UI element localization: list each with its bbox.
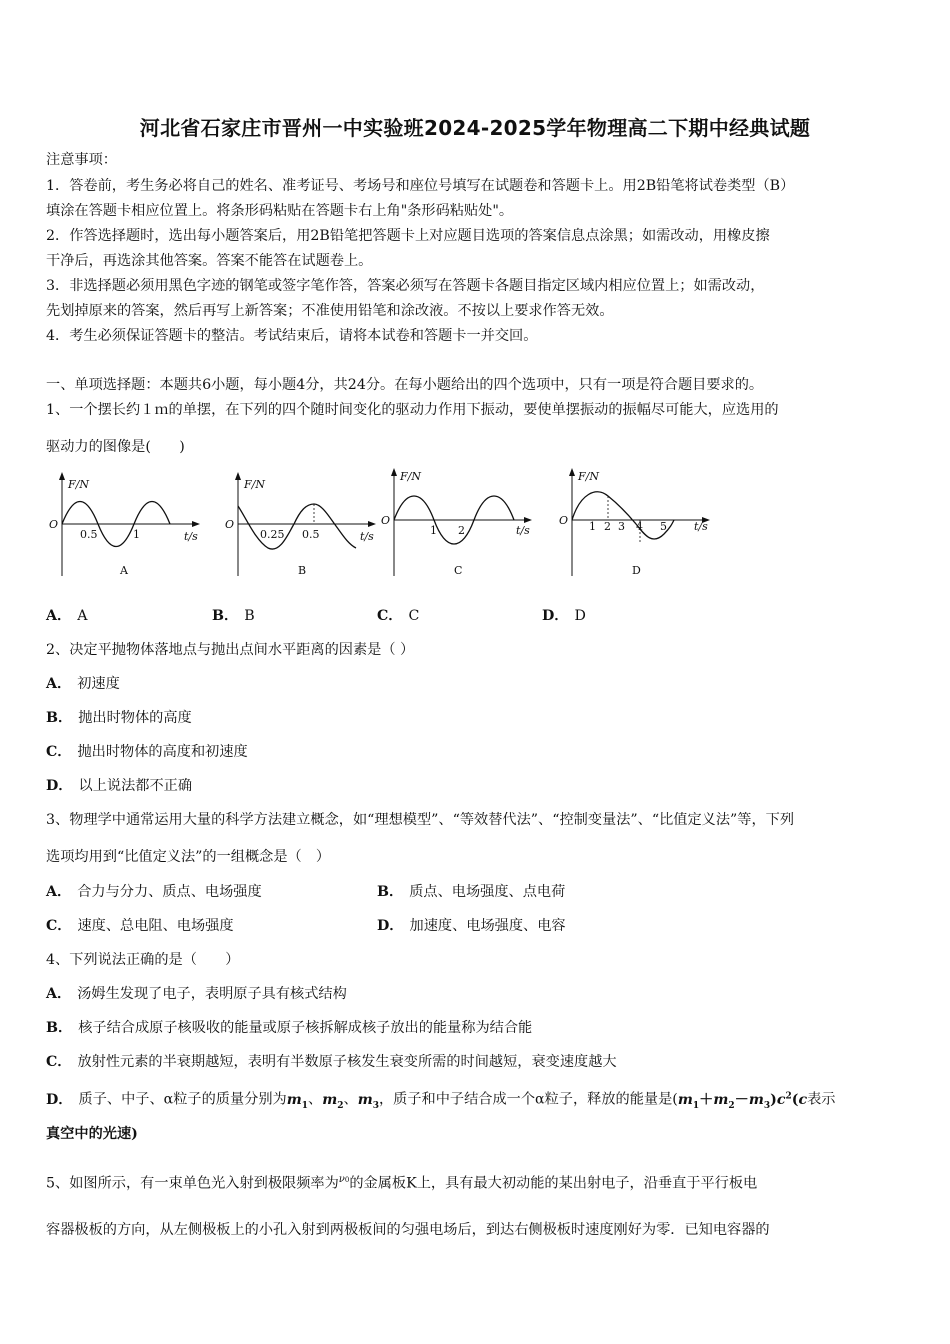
q3-option-a-label: A． bbox=[46, 884, 72, 900]
q2-option-b[interactable] bbox=[46, 708, 192, 728]
notice-heading: 注意事项： bbox=[46, 152, 117, 168]
q1-option-b[interactable] bbox=[212, 606, 255, 626]
q4-expr-open: ( bbox=[791, 1091, 799, 1108]
q4-option-a-label: A． bbox=[46, 986, 72, 1002]
q3-option-d-label: D． bbox=[377, 918, 404, 934]
q4-expr-m2: m bbox=[713, 1091, 729, 1108]
graph-d-tick-3: 3 bbox=[618, 520, 625, 533]
q1-option-c-label: C． bbox=[377, 608, 403, 624]
q4-mass-m1-sub: 1 bbox=[301, 1100, 308, 1111]
graph-b-origin: O bbox=[225, 518, 235, 531]
q4-sep-2: 、 bbox=[343, 1091, 358, 1108]
q3-option-b-label: B． bbox=[377, 884, 404, 900]
q5-stem-b: 的金属板K上，具有最大初动能的某出射电子，沿垂直于平行板电 bbox=[349, 1175, 758, 1192]
q2-option-a-label: A． bbox=[46, 676, 72, 692]
graph-c-y-arrow bbox=[391, 468, 397, 476]
q4-mass-m3-sub: 3 bbox=[372, 1100, 379, 1111]
q2-option-a[interactable] bbox=[46, 674, 120, 694]
q1-option-d-text: D bbox=[574, 608, 586, 624]
graph-b-y-arrow bbox=[235, 472, 241, 480]
q4-option-a[interactable] bbox=[46, 984, 347, 1004]
graph-b-x-label: t/s bbox=[360, 530, 374, 543]
q4-option-c-label: C． bbox=[46, 1054, 72, 1070]
q3-stem-cont: 选项均用到“比值定义法”的一组概念是（ ） bbox=[46, 849, 331, 865]
q2-option-a-text: 初速度 bbox=[77, 676, 120, 692]
q1-option-b-text: B bbox=[244, 608, 255, 624]
q4-expr-minus: － bbox=[734, 1091, 749, 1108]
q1-option-a-text: A bbox=[77, 608, 88, 624]
q4-expr-m2-sub: 2 bbox=[728, 1100, 735, 1111]
page-title: 河北省石家庄市晋州一中实验班2024-2025学年物理高二下期中经典试题 bbox=[139, 116, 811, 140]
graph-d-origin: O bbox=[559, 514, 569, 527]
q4-option-d[interactable] bbox=[46, 1086, 835, 1116]
graph-d-tick-4: 4 bbox=[636, 520, 643, 533]
graph-b-caption: B bbox=[298, 564, 307, 577]
q4-expr-c-2: c bbox=[798, 1091, 808, 1108]
graph-a-tick-2: 1 bbox=[133, 528, 140, 541]
q2-option-c-text: 抛出时物体的高度和初速度 bbox=[77, 744, 248, 760]
q4-option-a-text: 汤姆生发现了电子，表明原子具有核式结构 bbox=[77, 986, 347, 1002]
q1-option-b-label: B． bbox=[212, 608, 239, 624]
q4-option-b[interactable] bbox=[46, 1018, 532, 1038]
graph-d-y-arrow bbox=[569, 468, 575, 476]
graph-a-x-arrow bbox=[192, 521, 200, 527]
notice-item-4: 4．考生必须保证答题卡的整洁。考试结束后，请将本试卷和答题卡一并交回。 bbox=[46, 328, 538, 344]
graph-d-y-label: F/N bbox=[578, 470, 599, 483]
graph-d-tick-1: 1 bbox=[589, 520, 596, 533]
q4-option-c-text: 放射性元素的半衰期越短，表明有半数原子核发生衰变所需的时间越短，衰变速度越大 bbox=[77, 1054, 617, 1070]
q3-option-c[interactable] bbox=[46, 916, 234, 936]
graph-c-origin: O bbox=[381, 514, 391, 527]
q4-option-d-text-2: ，质子和中子结合成一个α粒子，释放的能量是( bbox=[378, 1091, 678, 1108]
q5-nu-sub: 0 bbox=[344, 1176, 350, 1184]
graph-a-caption: A bbox=[120, 564, 128, 577]
graph-d-tick-2: 2 bbox=[604, 520, 611, 533]
q1-option-d[interactable] bbox=[542, 606, 586, 626]
graph-a-origin: O bbox=[49, 518, 59, 531]
graph-c-x-arrow bbox=[524, 517, 532, 523]
graph-c-x-label: t/s bbox=[516, 524, 530, 537]
q4-expr-c: c bbox=[776, 1091, 786, 1108]
q2-option-b-label: B． bbox=[46, 710, 73, 726]
graph-c bbox=[378, 466, 543, 586]
q1-option-a-label: A． bbox=[46, 608, 72, 624]
notice-item-3-cont: 先划掉原来的答案，然后再写上新答案；不准使用铅笔和涂改液。不按以上要求作答无效。 bbox=[46, 303, 614, 319]
q5-nu: ν bbox=[338, 1174, 345, 1185]
graph-b-tick-2: 0.5 bbox=[302, 528, 320, 541]
graph-b-x-arrow bbox=[368, 521, 376, 527]
q3-option-c-label: C． bbox=[46, 918, 72, 934]
q3-option-a-text: 合力与分力、质点、电场强度 bbox=[77, 884, 262, 900]
q1-stem: 1、一个摆长约１ｍ的单摆，在下列的四个随时间变化的驱动力作用下振动，要使单摆振动的振幅尽可能大，应选用的 bbox=[46, 402, 779, 418]
graph-d-caption: D bbox=[632, 564, 641, 577]
q1-option-c-text: C bbox=[408, 608, 420, 624]
q3-stem: 3、物理学中通常运用大量的科学方法建立概念，如“理想模型”、“等效替代法”、“控制变量法”、“比值定义法”等，下列 bbox=[46, 812, 795, 828]
graph-b-y-label: F/N bbox=[244, 478, 265, 491]
q4-option-b-label: B． bbox=[46, 1020, 73, 1036]
graph-c-y-label: F/N bbox=[400, 470, 421, 483]
graph-d-x-label: t/s bbox=[694, 520, 708, 533]
q2-option-c[interactable] bbox=[46, 742, 248, 762]
q1-option-d-label: D． bbox=[542, 608, 569, 624]
q4-option-d-text-1: 质子、中子、α粒子的质量分别为 bbox=[78, 1091, 287, 1108]
q3-option-d-text: 加速度、电场强度、电容 bbox=[409, 918, 566, 934]
q4-expr-c-sq: 2 bbox=[785, 1091, 792, 1101]
q4-option-d-text-4: 表示 bbox=[807, 1091, 836, 1108]
q4-option-d-cont bbox=[46, 1124, 916, 1144]
q4-expr-m3-sub: 3 bbox=[763, 1100, 771, 1111]
graph-a-x-label: t/s bbox=[184, 530, 198, 543]
q3-option-b-text: 质点、电场强度、点电荷 bbox=[409, 884, 566, 900]
q4-expr-m1-sub: 1 bbox=[692, 1100, 700, 1111]
graph-a-y-label: F/N bbox=[68, 478, 89, 491]
section-heading: 一、单项选择题：本题共6小题，每小题4分，共24分。在每小题给出的四个选项中，只有一项是符合题目要求的。 bbox=[46, 377, 764, 393]
q2-option-c-label: C． bbox=[46, 744, 72, 760]
q2-option-d-label: D． bbox=[46, 778, 73, 794]
q4-option-d-text-5: 真空中的光速) bbox=[46, 1126, 138, 1142]
notice-item-1-cont: 填涂在答题卡相应位置上。将条形码粘贴在答题卡右上角"条形码粘贴处"。 bbox=[46, 203, 514, 219]
q5-stem-cont: 容器极板的方向，从左侧极板上的小孔入射到两极板间的匀强电场后，到达右侧极板时速度刚好为零．已知电容器的 bbox=[46, 1222, 770, 1238]
graph-c-caption: C bbox=[454, 564, 463, 577]
q3-option-d[interactable] bbox=[377, 916, 566, 936]
q3-option-c-text: 速度、总电阻、电场强度 bbox=[77, 918, 234, 934]
graph-b-tick-1: 0.25 bbox=[260, 528, 285, 541]
q4-option-c[interactable] bbox=[46, 1052, 617, 1072]
q4-option-d-label: D． bbox=[46, 1091, 73, 1108]
q4-expr-m3: m bbox=[748, 1091, 764, 1108]
q1-option-c[interactable] bbox=[377, 606, 419, 626]
graph-d-tick-5: 5 bbox=[660, 520, 667, 533]
q2-option-d-text: 以上说法都不正确 bbox=[78, 778, 193, 794]
q1-option-a[interactable] bbox=[46, 606, 87, 626]
notice-item-2-cont: 干净后，再选涂其他答案。答案不能答在试题卷上。 bbox=[46, 253, 373, 269]
graph-c-tick-2: 2 bbox=[458, 524, 465, 537]
graph-d bbox=[556, 466, 721, 586]
graph-b-curve bbox=[238, 504, 356, 549]
q4-expr-m1: m bbox=[677, 1091, 693, 1108]
q4-mass-m3: m bbox=[357, 1091, 373, 1108]
q4-mass-m2: m bbox=[322, 1091, 338, 1108]
notice-item-2: 2．作答选择题时，选出每小题答案后，用2B铅笔把答题卡上对应题目选项的答案信息点涂黑；如需改动，用橡皮擦 bbox=[46, 228, 770, 244]
q3-option-b[interactable] bbox=[377, 882, 565, 902]
q4-sep-1: 、 bbox=[308, 1091, 323, 1108]
graph-c-tick-1: 1 bbox=[430, 524, 437, 537]
q4-option-b-text: 核子结合成原子核吸收的能量或原子核拆解成核子放出的能量称为结合能 bbox=[78, 1020, 533, 1036]
q4-mass-m1: m bbox=[286, 1091, 302, 1108]
notice-item-1: 1．答卷前，考生务必将自己的姓名、准考证号、考场号和座位号填写在试题卷和答题卡上。用2B铅笔将试卷类型（B） bbox=[46, 178, 795, 194]
graph-a-y-arrow bbox=[59, 472, 65, 480]
graph-b bbox=[222, 466, 387, 586]
notice-item-3: 3．非选择题必须用黑色字迹的钢笔或签字笔作答，答案必须写在答题卡各题目指定区域内相应位置上；如需改动， bbox=[46, 278, 765, 294]
graph-a-tick-1: 0.5 bbox=[80, 528, 98, 541]
q4-expr-plus: ＋ bbox=[699, 1091, 714, 1108]
q5-stem bbox=[46, 1170, 916, 1194]
graph-a bbox=[46, 466, 211, 586]
q4-expr-close: ) bbox=[770, 1091, 777, 1108]
q4-mass-m2-sub: 2 bbox=[337, 1100, 344, 1111]
q2-option-d[interactable] bbox=[46, 776, 192, 796]
q2-option-b-text: 抛出时物体的高度 bbox=[78, 710, 192, 726]
q1-stem-cont: 驱动力的图像是( ) bbox=[46, 439, 185, 455]
q4-stem: 4、下列说法正确的是（ ） bbox=[46, 952, 240, 968]
q2-stem: 2、决定平抛物体落地点与抛出点间水平距离的因素是（ ） bbox=[46, 642, 415, 658]
q5-stem-a: 5、如图所示，有一束单色光入射到极限频率为 bbox=[46, 1175, 339, 1192]
q3-option-a[interactable] bbox=[46, 882, 262, 902]
